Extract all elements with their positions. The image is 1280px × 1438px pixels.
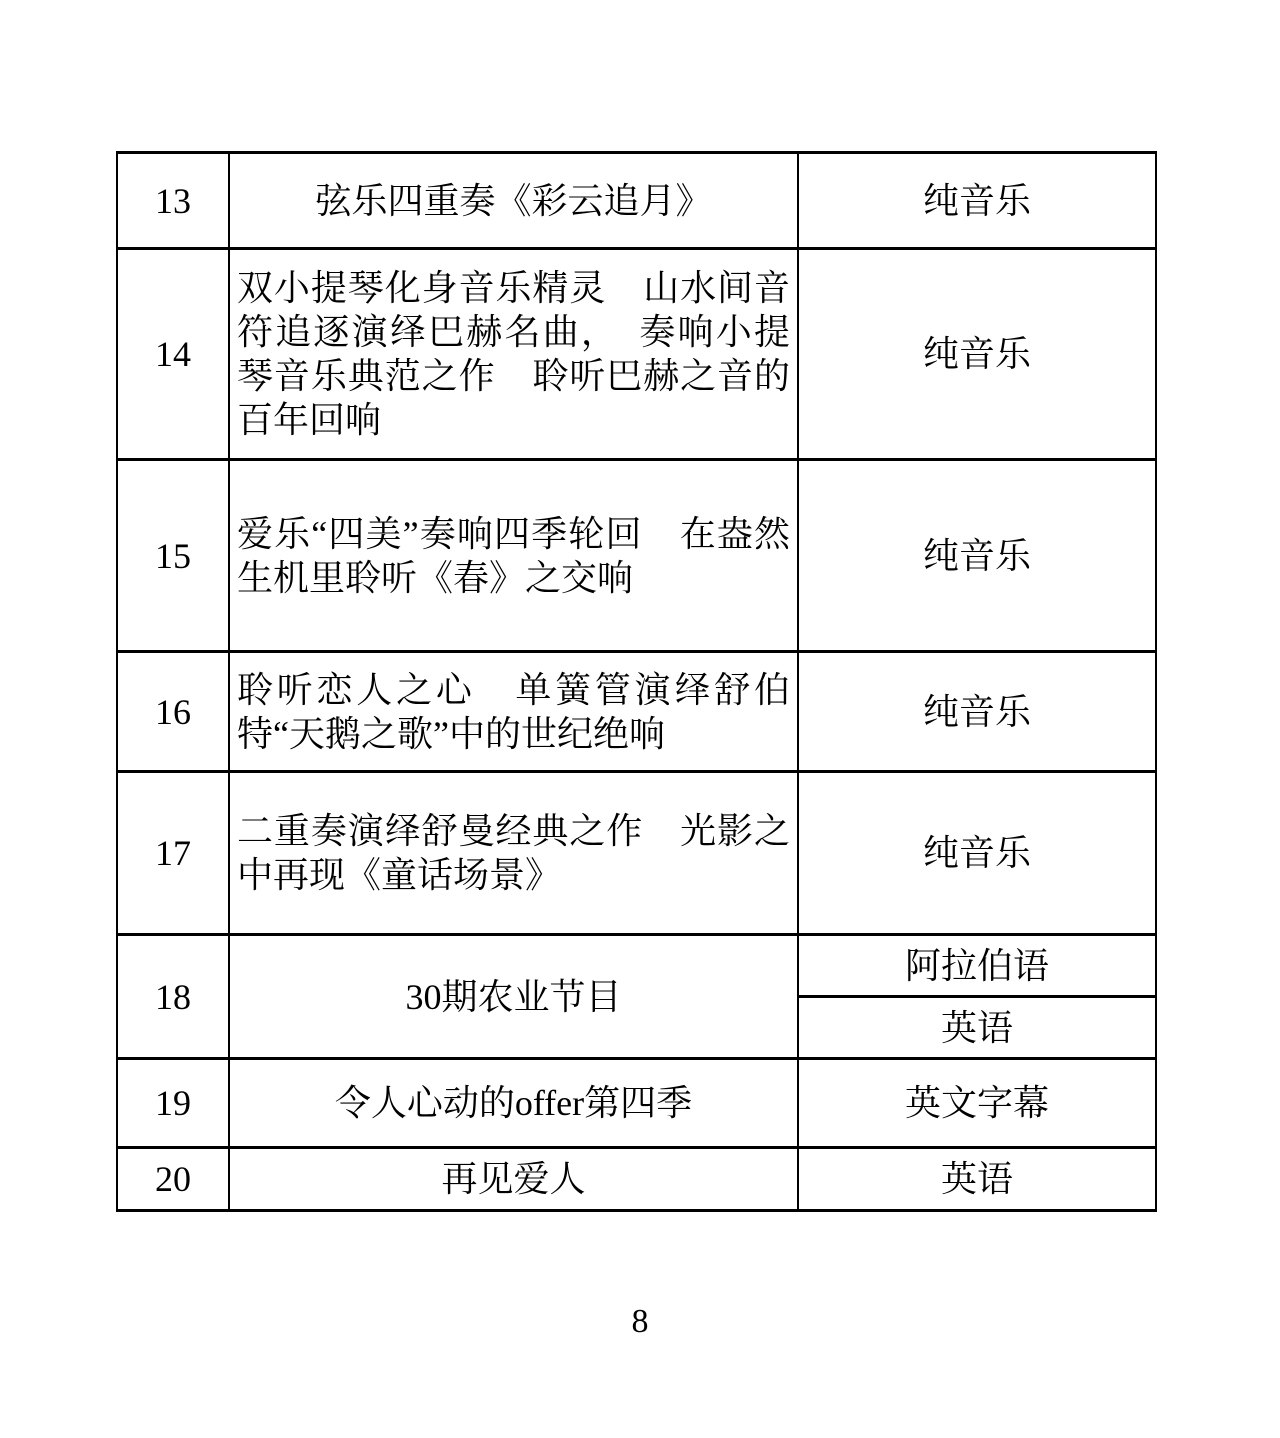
language-cell: 纯音乐	[798, 460, 1156, 652]
table-row	[117, 460, 1156, 652]
program-description: 双小提琴化身音乐精灵 山水间音符追逐演绎巴赫名曲， 奏响小提琴音乐典范之作 聆听巴赫之音的百年回响	[229, 249, 798, 460]
language-cell: 纯音乐	[798, 652, 1156, 772]
row-number: 18	[117, 935, 229, 1059]
table-row	[117, 935, 1156, 997]
row-number: 14	[117, 249, 229, 460]
program-description: 30期农业节目	[229, 935, 798, 1059]
table-row	[117, 153, 1156, 249]
program-description: 二重奏演绎舒曼经典之作 光影之中再现《童话场景》	[229, 772, 798, 935]
language-cell: 英文字幕	[798, 1059, 1156, 1148]
language-cell: 英语	[798, 1148, 1156, 1211]
program-description: 弦乐四重奏《彩云追月》	[229, 153, 798, 249]
table-row	[117, 772, 1156, 935]
table-row	[117, 652, 1156, 772]
language-cell: 纯音乐	[798, 153, 1156, 249]
program-description: 聆听恋人之心 单簧管演绎舒伯特“天鹅之歌”中的世纪绝响	[229, 652, 798, 772]
row-number: 20	[117, 1148, 229, 1211]
row-number: 15	[117, 460, 229, 652]
page-number: 8	[631, 1303, 649, 1340]
language-cell: 纯音乐	[798, 249, 1156, 460]
table-row	[117, 249, 1156, 460]
row-number: 13	[117, 153, 229, 249]
language-cell: 纯音乐	[798, 772, 1156, 935]
table-row	[117, 1148, 1156, 1211]
program-description: 再见爱人	[229, 1148, 798, 1211]
program-language-table	[116, 151, 1157, 1212]
program-description: 爱乐“四美”奏响四季轮回 在盎然生机里聆听《春》之交响	[229, 460, 798, 652]
language-cell: 阿拉伯语	[798, 935, 1156, 997]
program-description: 令人心动的offer第四季	[229, 1059, 798, 1148]
table-row	[117, 1059, 1156, 1148]
language-cell: 英语	[798, 997, 1156, 1059]
row-number: 17	[117, 772, 229, 935]
row-number: 16	[117, 652, 229, 772]
row-number: 19	[117, 1059, 229, 1148]
